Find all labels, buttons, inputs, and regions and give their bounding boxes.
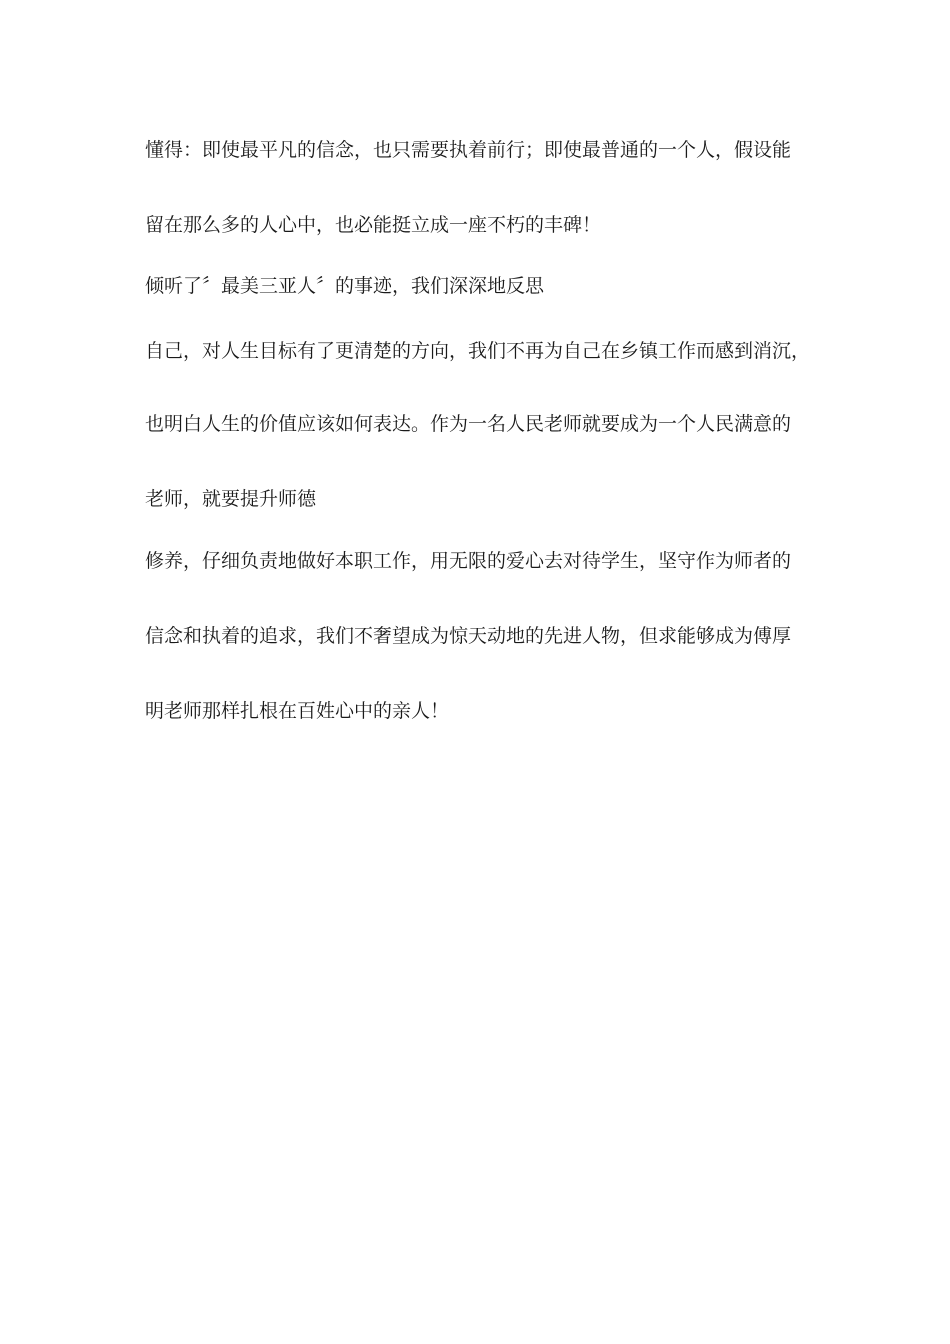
- text-line: 倾听了〞最美三亚人〞的事迹，我们深深地反思: [145, 275, 545, 297]
- text-line: 懂得：即使最平凡的信念，也只需要执着前行；即使最普通的一个人，假设能: [145, 139, 792, 161]
- text-line: 也明白人生的价值应该如何表达。作为一名人民老师就要成为一个人民满意的: [145, 413, 792, 435]
- text-line: 自己，对人生目标有了更清楚的方向，我们不再为自己在乡镇工作而感到消沉，: [145, 340, 811, 362]
- text-line: 留在那么多的人心中，也必能挺立成一座不朽的丰碑！: [145, 214, 602, 236]
- text-line: 明老师那样扎根在百姓心中的亲人！: [145, 700, 450, 722]
- text-line: 修养，仔细负责地做好本职工作，用无限的爱心去对待学生，坚守作为师者的: [145, 550, 792, 572]
- text-line: 信念和执着的追求，我们不奢望成为惊天动地的先进人物，但求能够成为傅厚: [145, 625, 792, 647]
- text-line: 老师，就要提升师德: [145, 488, 317, 510]
